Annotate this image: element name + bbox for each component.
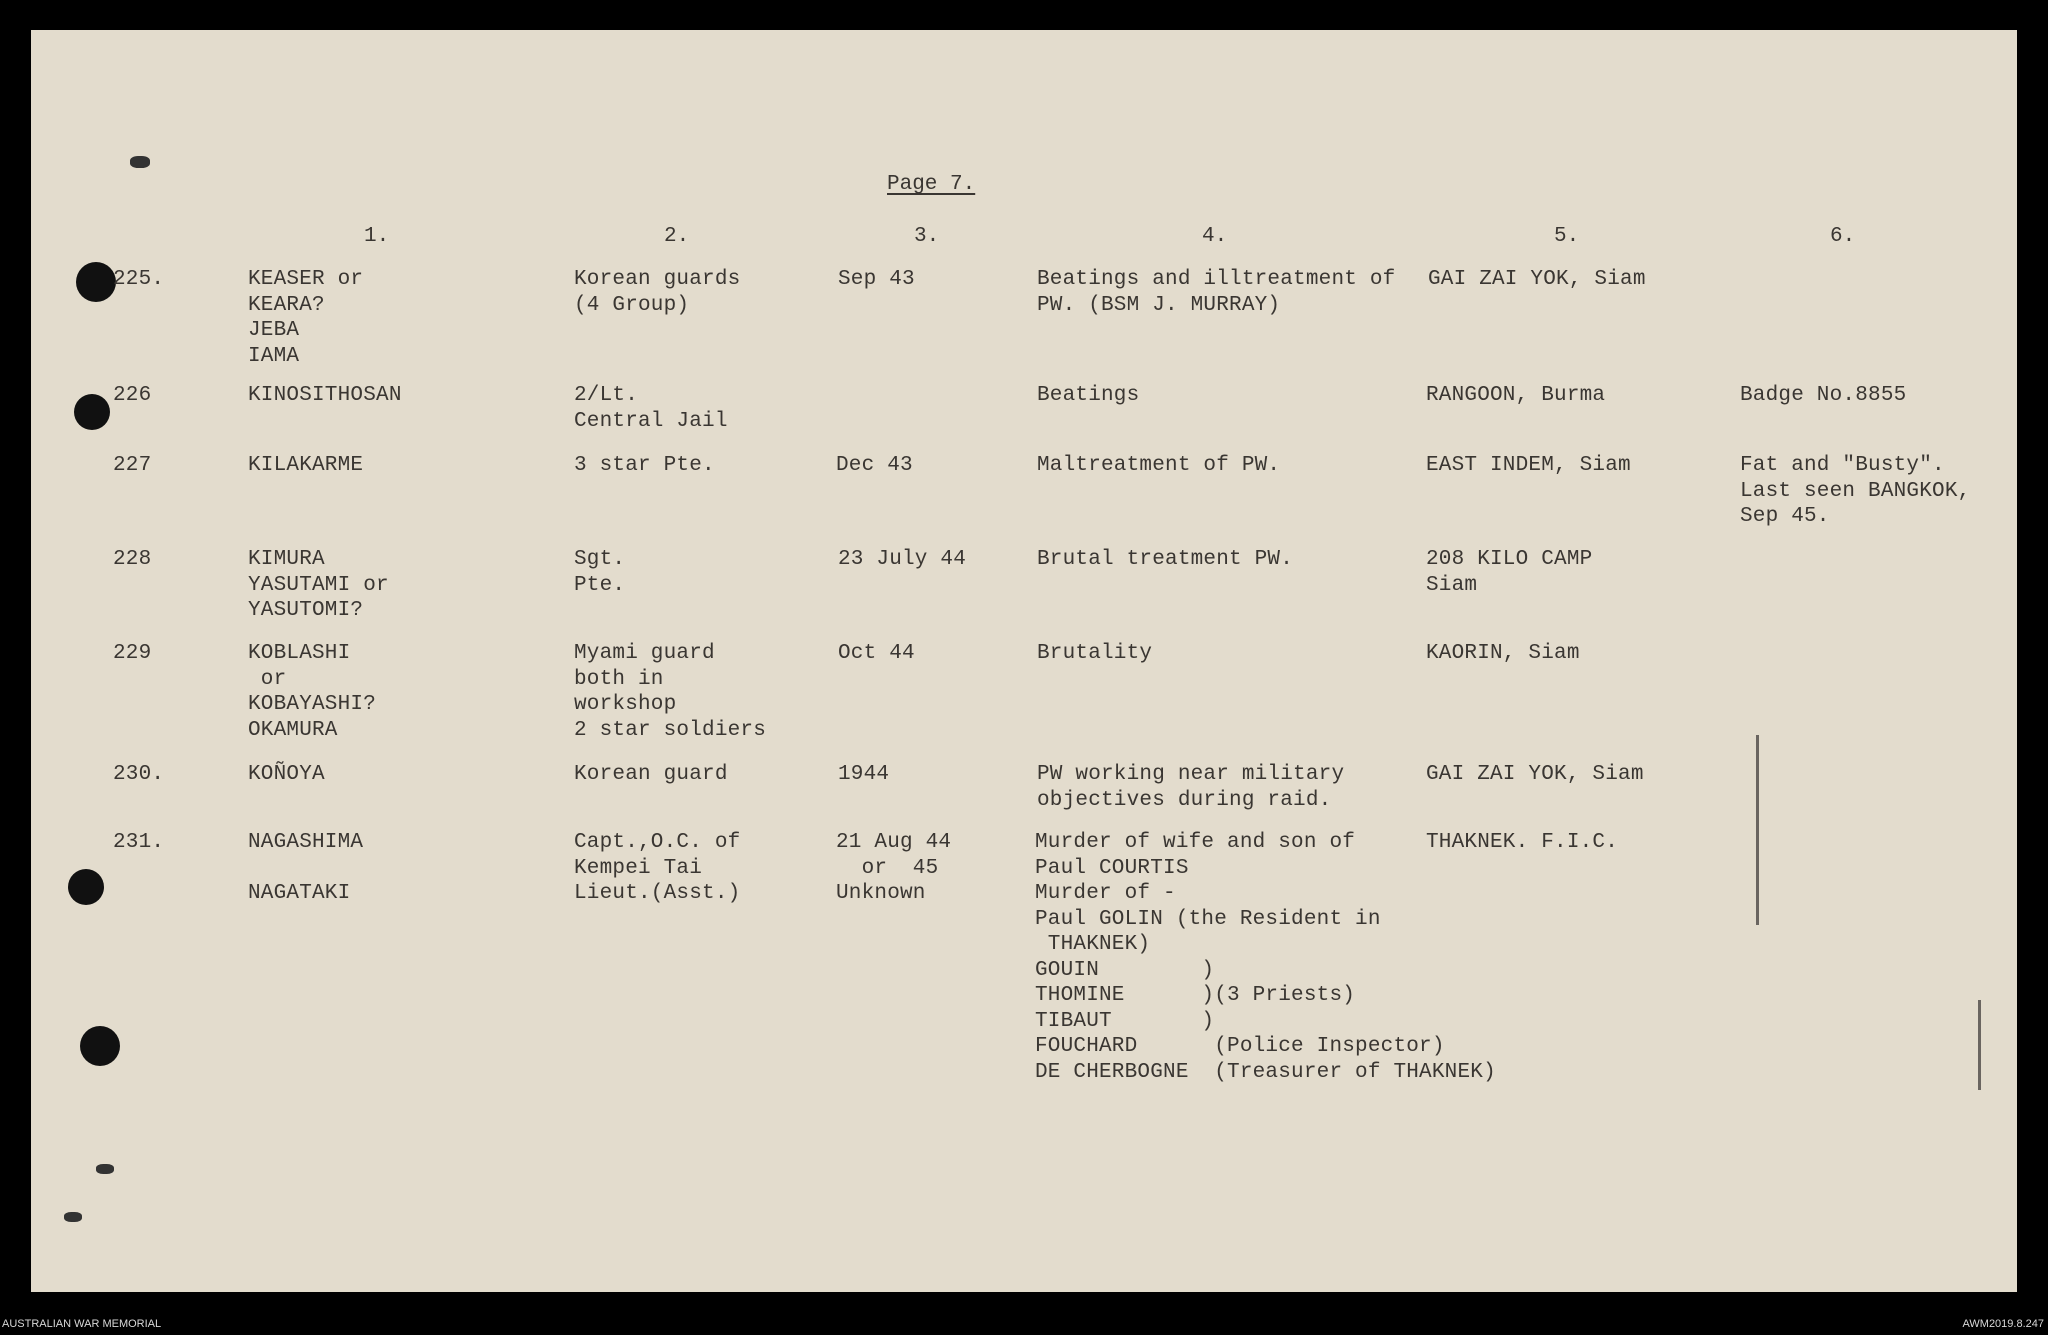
date: 21 Aug 44 or 45 Unknown [836,831,952,905]
location: RANGOON, Burma [1426,384,1606,407]
paper-tear-mark [130,156,150,168]
row-number: 228 [113,548,152,571]
offence: Murder of wife and son of Paul COURTIS Murder of - Paul GOLIN (the Resident in THAKNEK) GOUIN ) THOMINE )(3 Priests) TIBAUT ) FOUCHARD (Police Inspector) DE CHERBOGNE (Treasurer of THAKNEK) [1035,831,1496,1084]
location: THAKNEK. F.I.C. [1426,831,1619,854]
rank-unit: 3 star Pte. [574,454,715,477]
location: GAI ZAI YOK, Siam [1428,268,1646,291]
accused-name: KIMURA YASUTAMI or YASUTOMI? [248,548,389,622]
offence: Beatings and illtreatment of PW. (BSM J. MURRAY) [1037,268,1396,317]
date: Sep 43 [838,268,915,291]
date: 1944 [838,763,890,786]
row-number: 230. [113,763,165,786]
paper-tear-mark [96,1164,114,1174]
column-header-2: 2. [664,225,690,248]
date: Oct 44 [838,642,915,665]
row-number: 231. [113,831,165,854]
row-number: 225. [113,268,165,291]
location: GAI ZAI YOK, Siam [1426,763,1644,786]
rank-unit: Sgt. Pte. [574,548,626,597]
location: KAORIN, Siam [1426,642,1580,665]
rank-unit: Capt.,O.C. of Kempei Tai Lieut.(Asst.) [574,831,741,905]
date: 23 July 44 [838,548,967,571]
accused-name: KEASER or KEARA? JEBA IAMA [248,268,364,368]
column-header-6: 6. [1830,225,1856,248]
rank-unit: Myami guard both in workshop 2 star soldiers [574,642,767,742]
column-header-4: 4. [1202,225,1228,248]
punch-hole [74,394,110,430]
column-header-5: 5. [1554,225,1580,248]
accused-name: KILAKARME [248,454,364,477]
offence: Beatings [1037,384,1140,407]
paper-tear-mark [64,1212,82,1222]
date: Dec 43 [836,454,913,477]
footer-right: AWM2019.8.247 [1962,1318,2044,1330]
punch-hole [68,869,104,905]
offence: PW working near military objectives during raid. [1037,763,1345,812]
punch-hole [80,1026,120,1066]
row-number: 226 [113,384,152,407]
location: EAST INDEM, Siam [1426,454,1631,477]
pencil-mark [1978,1000,1981,1090]
accused-name: KOBLASHI or KOBAYASHI? OKAMURA [248,642,377,742]
offence: Brutality [1037,642,1153,665]
punch-hole [76,262,116,302]
accused-name: KOÑOYA [248,763,325,786]
accused-name: NAGASHIMA NAGATAKI [248,831,364,905]
pencil-mark [1756,735,1759,925]
row-number: 227 [113,454,152,477]
remarks: Badge No.8855 [1740,384,1907,407]
rank-unit: Korean guard [574,763,728,786]
column-header-1: 1. [364,225,390,248]
column-header-3: 3. [914,225,940,248]
offence: Brutal treatment PW. [1037,548,1294,571]
location: 208 KILO CAMP Siam [1426,548,1593,597]
rank-unit: 2/Lt. Central Jail [574,384,728,433]
remarks: Fat and "Busty". Last seen BANGKOK, Sep 45. [1740,454,1971,528]
rank-unit: Korean guards (4 Group) [574,268,741,317]
footer-left: AUSTRALIAN WAR MEMORIAL [2,1318,162,1330]
accused-name: KINOSITHOSAN [248,384,402,407]
row-number: 229 [113,642,152,665]
offence: Maltreatment of PW. [1037,454,1281,477]
page-number: Page 7. [887,173,976,196]
